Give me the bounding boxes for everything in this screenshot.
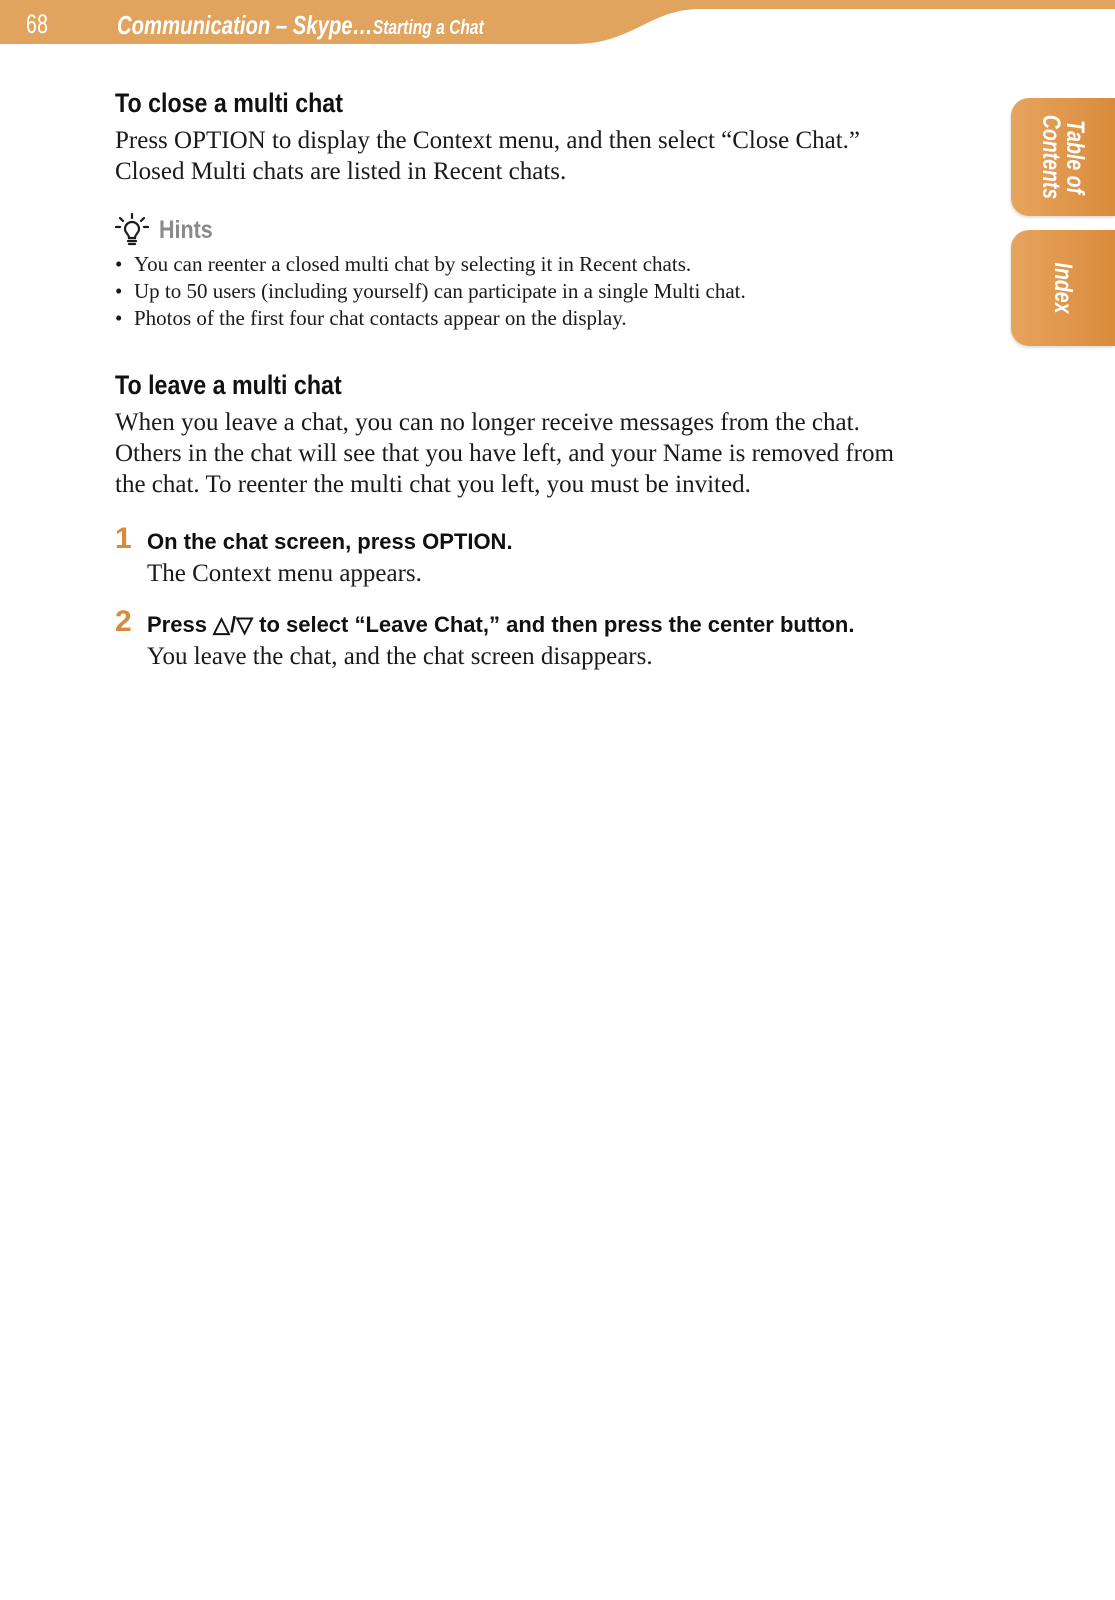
step-number: 2: [115, 605, 132, 638]
step-description: The Context menu appears.: [147, 560, 422, 587]
list-item: • You can reenter a closed multi chat by selecting it in Recent chats.: [115, 251, 975, 278]
step-1: [115, 522, 975, 589]
step-2: [115, 605, 975, 672]
lightbulb-icon: [113, 213, 151, 247]
step-number: 1: [115, 522, 132, 555]
hints-header: [115, 213, 975, 247]
hints-list: [115, 251, 975, 332]
hints-label: Hints: [159, 215, 213, 244]
leave-multi-chat-heading: To leave a multi chat: [115, 370, 342, 400]
index-label: Index: [1049, 262, 1077, 314]
step-description: You leave the chat, and the chat screen disappears.: [147, 643, 653, 670]
breadcrumb-section: Communication – Skype…: [117, 10, 373, 40]
list-item: • Photos of the first four chat contacts appear on the display.: [115, 305, 975, 332]
step-title: On the chat screen, press OPTION.: [147, 529, 513, 554]
table-of-contents-label: Table of Contents: [1037, 114, 1089, 200]
index-tab[interactable]: [1011, 230, 1115, 346]
table-of-contents-tab[interactable]: [1011, 98, 1115, 216]
close-multi-chat-body: Press OPTION to display the Context menu, and then select “Close Chat.” Closed Multi chats are listed in Recent chats.: [115, 127, 861, 185]
breadcrumb: [117, 10, 484, 41]
page-header: [0, 0, 1115, 46]
close-multi-chat-heading: To close a multi chat: [115, 88, 343, 118]
leave-multi-chat-body: When you leave a chat, you can no longer receive messages from the chat. Others in the chat will see that you have left, and your Name is removed from the chat. To reenter the multi chat you left, you must be invited.: [115, 409, 894, 498]
breadcrumb-subsection: Starting a Chat: [372, 17, 484, 39]
list-item: • Up to 50 users (including yourself) can participate in a single Multi chat.: [115, 278, 975, 305]
step-title: Press △/▽ to select “Leave Chat,” and then press the center button.: [147, 612, 855, 637]
page-content: [115, 88, 975, 672]
page-number: 68: [26, 9, 49, 39]
